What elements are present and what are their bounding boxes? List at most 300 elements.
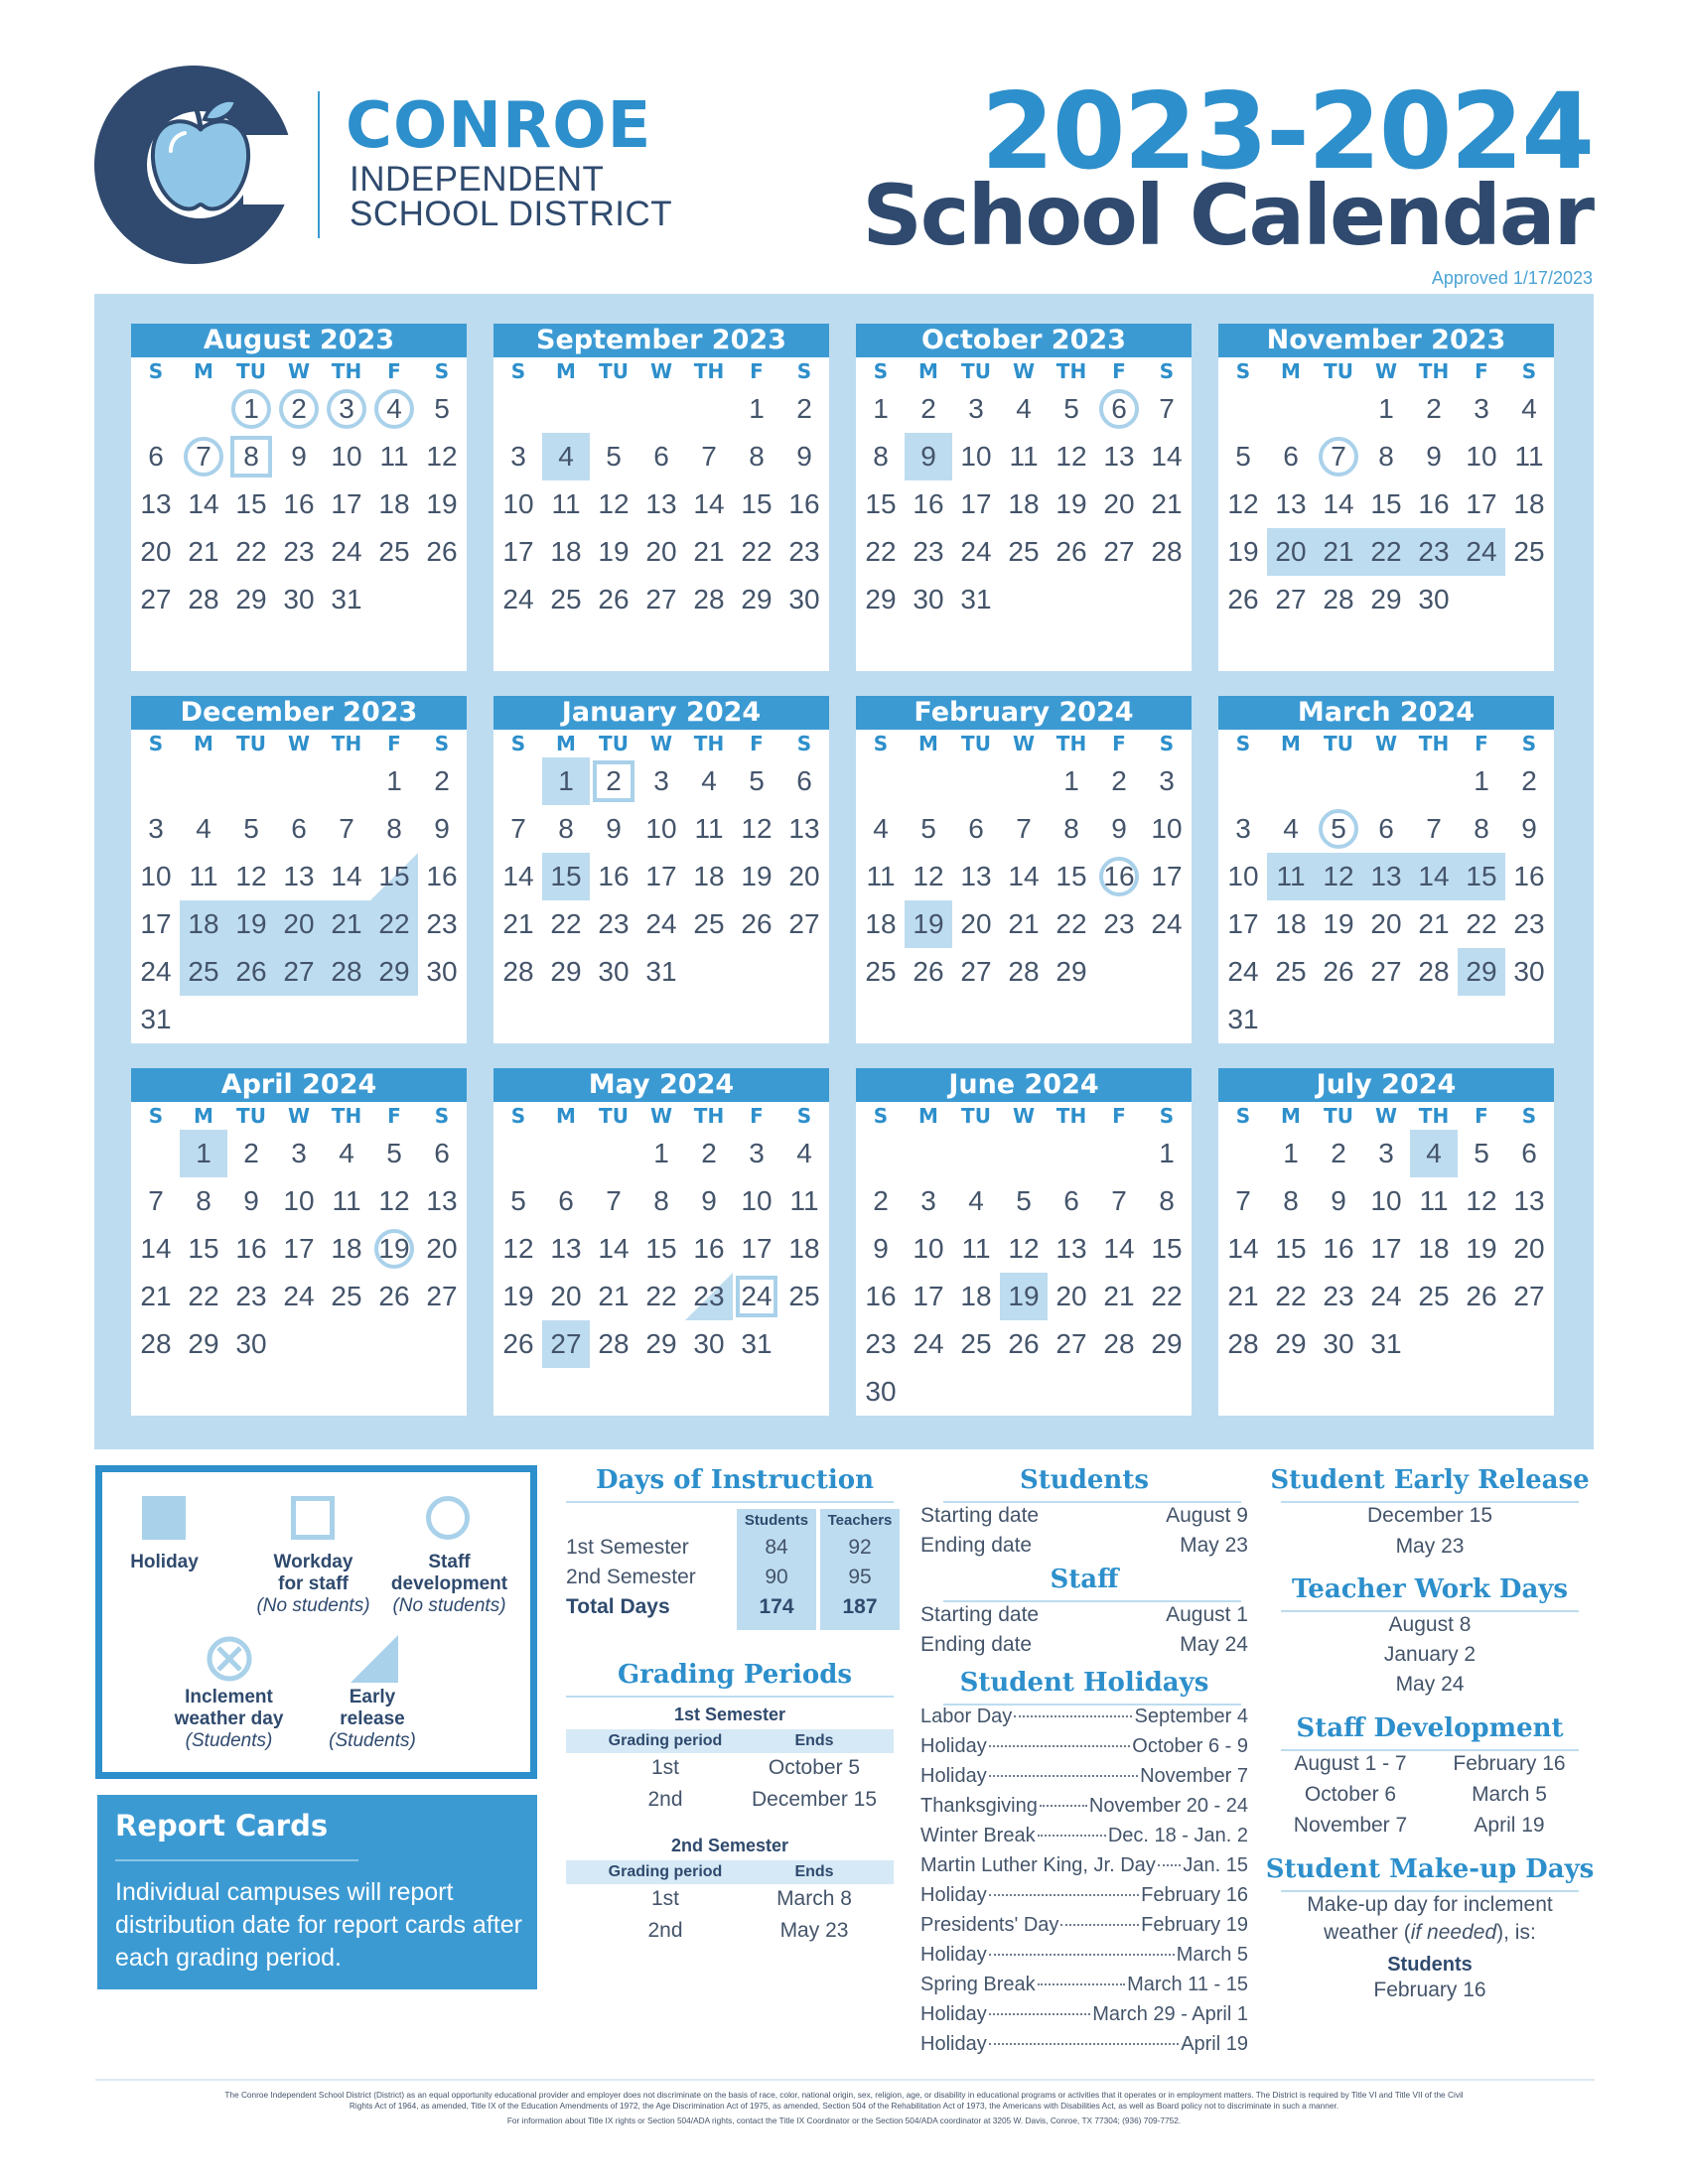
day-cell: 10 [1370,1185,1402,1216]
day-cell: 28 [188,584,219,614]
day-cell: 26 [378,1281,410,1311]
month-10 [493,1068,829,1416]
student-holiday-row [920,1884,1248,1914]
early-release-triangle-icon [351,1635,398,1683]
legend-early-line1: Early [349,1687,396,1707]
weekday-label: S [796,359,812,383]
day-cell: 24 [283,1281,315,1311]
legend-early-note: (Students) [329,1730,416,1751]
grading-period: 1st [650,1756,679,1779]
weekday-label: TH [693,359,725,383]
day-cell: 6 [796,765,812,796]
student-holiday-row [920,1944,1248,1974]
weekday-label: S [434,732,450,755]
day-cell: 7 [701,441,717,472]
day-cell: 9 [434,813,450,844]
weekday-label: W [287,1104,311,1128]
day-cell: 26 [1008,1328,1040,1359]
month-title: July 2024 [1218,1068,1554,1102]
grading-sem2-label: 2nd Semester [670,1836,789,1855]
report-cards-title: Report Cards [115,1809,329,1843]
day-cell: 10 [502,488,534,519]
weekday-label: W [1374,359,1398,383]
weekday-label: TH [693,1104,725,1128]
makeup-line-2 [1266,1920,1594,1946]
day-cell: 30 [426,956,458,987]
weekday-label: M [1281,1104,1301,1128]
weekday-label: M [918,359,938,383]
legend-staffdev-note: (No students) [392,1595,506,1616]
weekday-label: S [148,359,164,383]
staff-end-label: Ending date [920,1633,1033,1656]
day-cell: 7 [339,813,354,844]
day-cell: 19 [741,861,773,891]
day-cell: 29 [1055,956,1087,987]
day-cell: 4 [1521,393,1537,424]
day-cell: 10 [140,861,172,891]
students-end-date: May 23 [1180,1534,1248,1557]
legend-workday-note: (No students) [256,1595,370,1616]
day-cell: 5 [920,813,936,844]
day-cell: 27 [550,1328,582,1359]
day-cell: 13 [645,488,677,519]
day-cell: 1 [196,1138,211,1168]
day-cell: 15 [550,861,582,891]
day-cell: 24 [331,536,362,567]
day-cell: 31 [645,956,677,987]
footer-rule [95,2079,1595,2081]
day-cell: 5 [1474,1138,1489,1168]
day-cell: 10 [1227,861,1259,891]
day-cell: 21 [1103,1281,1135,1311]
day-cell: 2 [1111,765,1127,796]
staff-start-label: Starting date [920,1603,1040,1626]
weekday-label: F [1475,359,1488,383]
day-cell: 16 [1418,488,1450,519]
weekday-label: W [649,1104,673,1128]
day-cell: 2 [701,1138,717,1168]
instruction-teachers-value: 92 [848,1536,872,1559]
report-cards-box [97,1795,537,1989]
weekday-label: F [1475,1104,1488,1128]
day-cell: 7 [1426,813,1442,844]
day-cell: 6 [1063,1185,1079,1216]
day-cell: 7 [1159,393,1175,424]
weekday-label: S [434,359,450,383]
day-cell: 13 [283,861,315,891]
day-cell: 17 [1151,861,1183,891]
district-subtitle-1: INDEPENDENT [350,160,605,199]
day-cell: 12 [235,861,267,891]
day-cell: 23 [1513,908,1545,939]
day-cell: 20 [550,1281,582,1311]
day-cell: 5 [386,1138,402,1168]
day-cell: 3 [510,441,526,472]
day-cell: 8 [196,1185,211,1216]
day-cell: 26 [1466,1281,1497,1311]
legend-inclement-label [162,1687,296,1752]
student-holiday-row [920,1765,1248,1795]
day-cell: 14 [1227,1233,1259,1264]
day-cell: 7 [1331,441,1346,472]
grading-period: 2nd [647,1919,683,1942]
legend-inclement-note: (Students) [185,1730,273,1751]
weekday-label: F [750,1104,764,1128]
day-cell: 25 [550,584,582,614]
day-cell: 24 [1227,956,1259,987]
grading-sem2-col-period: Grading period [608,1863,723,1880]
day-cell: 9 [606,813,622,844]
dot-leader [989,1745,1131,1747]
weekday-label: S [1159,1104,1175,1128]
day-cell: 23 [235,1281,267,1311]
day-cell: 22 [1370,536,1402,567]
weekday-label: M [556,359,576,383]
report-cards-body: Individual campuses will report distribution date for report cards after each grading period. [115,1878,522,1972]
day-cell: 16 [1103,861,1135,891]
staff-dev-right-2: March 5 [1472,1783,1547,1806]
day-cell: 15 [378,861,410,891]
day-cell: 10 [331,441,362,472]
day-cell: 27 [426,1281,458,1311]
students-start-label: Starting date [920,1504,1040,1527]
instruction-row-label: 2nd Semester [566,1566,696,1588]
day-cell: 14 [140,1233,172,1264]
day-cell: 18 [188,908,219,939]
month-title: June 2024 [856,1068,1192,1102]
student-holiday-row [920,1974,1248,2003]
day-cell: 3 [1474,393,1489,424]
weekday-label: S [796,732,812,755]
day-cell: 7 [148,1185,164,1216]
day-cell: 30 [913,584,944,614]
day-cell: 29 [188,1328,219,1359]
month-title: December 2023 [131,696,467,730]
legend-early-label [313,1687,432,1752]
day-cell: 4 [701,765,717,796]
day-cell: 14 [331,861,362,891]
day-cell: 2 [243,1138,259,1168]
day-cell: 10 [1466,441,1497,472]
month-title: August 2023 [131,324,467,357]
day-cell: 2 [1331,1138,1346,1168]
day-cell: 31 [1370,1328,1402,1359]
weekday-label: W [1012,732,1036,755]
day-cell: 24 [645,908,677,939]
day-cell: 6 [653,441,669,472]
holiday-date: November 7 [1140,1765,1248,1787]
grading-title-rule [566,1696,894,1698]
day-cell: 21 [140,1281,172,1311]
day-cell: 30 [1513,956,1545,987]
weekday-label: F [1112,732,1126,755]
day-cell: 27 [1055,1328,1087,1359]
weekday-label: S [1235,732,1251,755]
day-cell: 29 [1151,1328,1183,1359]
day-cell: 24 [1151,908,1183,939]
footer-line-2: Rights Act of 1964, as amended, Title IX of the Education Amendments of 1972, the Age Discrimination Act of 1975, as amended, Section 504 of the Rehabilitation Act of 1973, the Americans with Disabilities Act, as well as Board policy not to discriminate in such a manner. [349,2101,1339,2111]
day-cell: 2 [291,393,307,424]
day-cell: 17 [741,1233,773,1264]
day-cell: 14 [188,488,219,519]
day-cell: 31 [960,584,992,614]
day-cell: 3 [920,1185,936,1216]
day-cell: 24 [140,956,172,987]
holiday-date: November 20 - 24 [1088,1795,1248,1817]
weekday-label: S [1159,732,1175,755]
staff-dev-left-2: October 6 [1304,1783,1397,1806]
holiday-name: Holiday [920,2033,987,2055]
day-cell: 3 [968,393,984,424]
day-cell: 14 [1008,861,1040,891]
day-cell: 8 [873,441,889,472]
day-cell: 18 [1008,488,1040,519]
month-12 [1218,1068,1554,1416]
day-cell: 18 [960,1281,992,1311]
day-cell: 1 [1063,765,1079,796]
weekday-label: S [1521,359,1537,383]
day-cell: 16 [913,488,944,519]
day-cell: 27 [1275,584,1307,614]
day-cell: 17 [1227,908,1259,939]
holiday-name: Holiday [920,1884,987,1906]
weekday-label: F [1475,732,1488,755]
day-cell: 5 [1063,393,1079,424]
day-cell: 27 [1103,536,1135,567]
day-cell: 23 [1323,1281,1354,1311]
day-cell: 4 [796,1138,812,1168]
day-cell: 22 [378,908,410,939]
day-cell: 6 [148,441,164,472]
day-cell: 25 [378,536,410,567]
day-cell: 30 [283,584,315,614]
legend-inclement-line1: Inclement [185,1687,273,1707]
day-cell: 2 [434,765,450,796]
day-cell: 9 [1521,813,1537,844]
day-cell: 21 [331,908,362,939]
instruction-students-value: 174 [759,1595,794,1618]
staff-dev-right-3: April 19 [1474,1814,1545,1837]
footer-line-3: For information about Title IX rights or Section 504/ADA rights, contact the Title IX Coordinator or the Section 504/ADA coordinator at 3205 W. Davis, Conroe, TX 77304; (936) 709-7752. [506,2116,1182,2125]
holiday-date: October 6 - 9 [1132,1735,1248,1757]
month-9 [131,1068,467,1416]
day-cell: 4 [1016,393,1032,424]
day-cell: 4 [1426,1138,1442,1168]
day-cell: 29 [1275,1328,1307,1359]
weekday-label: F [1112,1104,1126,1128]
day-cell: 23 [913,536,944,567]
staff-development-title: Staff Development [1296,1713,1564,1743]
day-cell: 10 [645,813,677,844]
holiday-date: September 4 [1134,1706,1248,1727]
day-cell: 28 [1227,1328,1259,1359]
weekday-label: S [510,359,526,383]
staff-start-date: August 1 [1166,1603,1248,1626]
early-release-date-2: May 23 [1395,1535,1465,1558]
weekday-label: TU [599,359,629,383]
weekday-label: W [649,732,673,755]
holiday-name: Holiday [920,1765,987,1787]
day-cell: 19 [913,908,944,939]
legend-holiday-label: Holiday [130,1552,199,1572]
instruction-teachers-value: 187 [842,1595,878,1618]
weekday-label: TH [1055,359,1087,383]
day-cell: 27 [1370,956,1402,987]
weekday-label: F [750,732,764,755]
day-cell: 7 [1016,813,1032,844]
makeup-date: February 16 [1373,1979,1486,2001]
day-cell: 12 [1008,1233,1040,1264]
day-cell: 27 [140,584,172,614]
day-cell: 12 [378,1185,410,1216]
footer-line-1: The Conroe Independent School District (District) as an equal opportunity educational provider and employer does not discriminate on the basis of race, color, national origin, sex, religion, age, or disability in educational programs or activities that it operates or in employment matters. The District is required by Title VI and Title VII of the Civil [224,2090,1464,2100]
day-cell: 18 [550,536,582,567]
weekday-label: W [1012,359,1036,383]
instruction-title-rule [566,1501,894,1503]
day-cell: 9 [701,1185,717,1216]
holiday-name: Winter Break [920,1825,1036,1846]
makeup-days-title: Student Make-up Days [1265,1854,1595,1884]
dot-leader [1038,1835,1106,1837]
day-cell: 18 [1513,488,1545,519]
day-cell: 2 [1426,393,1442,424]
day-cell: 29 [378,956,410,987]
day-cell: 20 [1055,1281,1087,1311]
weekday-label: S [148,1104,164,1128]
day-cell: 21 [188,536,219,567]
day-cell: 5 [1235,441,1251,472]
day-cell: 20 [1513,1233,1545,1264]
inclement-weather-icon [206,1635,253,1683]
day-cell: 18 [331,1233,362,1264]
day-cell: 3 [1159,765,1175,796]
day-cell: 4 [386,393,402,424]
instruction-students-value: 84 [765,1536,788,1559]
weekday-label: F [750,359,764,383]
student-holidays-title: Student Holidays [959,1668,1209,1698]
day-cell: 27 [960,956,992,987]
day-cell: 30 [788,584,820,614]
holiday-date: February 19 [1141,1914,1248,1936]
day-cell: 10 [960,441,992,472]
day-cell: 10 [283,1185,315,1216]
day-cell: 11 [866,861,896,891]
day-cell: 27 [788,908,820,939]
month-title: May 2024 [493,1068,829,1102]
day-cell: 7 [1235,1185,1251,1216]
weekday-label: TH [331,359,362,383]
day-cell: 2 [1521,765,1537,796]
day-cell: 28 [598,1328,630,1359]
weekday-label: M [918,1104,938,1128]
dot-leader [989,1775,1138,1777]
day-cell: 31 [741,1328,773,1359]
day-cell: 6 [291,813,307,844]
early-release-title: Student Early Release [1270,1465,1590,1495]
day-cell: 4 [968,1185,984,1216]
day-cell: 11 [789,1185,819,1216]
day-cell: 18 [1418,1233,1450,1264]
weekday-label: TU [599,1104,629,1128]
day-cell: 11 [1514,441,1544,472]
grading-ends: October 5 [768,1756,861,1779]
day-cell: 16 [426,861,458,891]
day-cell: 15 [1370,488,1402,519]
day-cell: 26 [598,584,630,614]
legend-early-line2: release [340,1708,405,1729]
instruction-teachers-value: 95 [848,1566,872,1588]
grading-sem1-col-ends: Ends [794,1732,834,1749]
day-cell: 11 [1276,861,1306,891]
day-cell: 11 [379,441,409,472]
day-cell: 17 [1466,488,1497,519]
holiday-name: Holiday [920,1944,987,1966]
day-cell: 12 [1323,861,1354,891]
instruction-students-value: 90 [765,1566,788,1588]
staff-end-date: May 24 [1180,1633,1248,1656]
day-cell: 15 [1151,1233,1183,1264]
day-cell: 5 [1016,1185,1032,1216]
legend-staffdev-line1: Staff [428,1552,471,1572]
legend-workday-label [251,1552,375,1617]
day-cell: 1 [1283,1138,1299,1168]
day-cell: 19 [1227,536,1259,567]
day-cell: 8 [1378,441,1394,472]
holiday-name: Holiday [920,2003,987,2025]
day-cell: 23 [1103,908,1135,939]
day-cell: 10 [913,1233,944,1264]
day-cell: 21 [1227,1281,1259,1311]
month-title: April 2024 [131,1068,467,1102]
grading-sem1-label: 1st Semester [673,1705,786,1724]
calendar-year-title: 2023-2024 [980,70,1593,193]
weekday-label: TU [236,732,266,755]
weekday-label: W [1012,1104,1036,1128]
day-cell: 24 [741,1281,773,1311]
month-4 [1218,324,1554,671]
grading-period: 2nd [647,1788,683,1811]
day-cell: 28 [693,584,725,614]
day-cell: 11 [189,861,218,891]
grading-sem1-col-period: Grading period [608,1732,723,1749]
day-cell: 20 [788,861,820,891]
day-cell: 9 [796,441,812,472]
staff-dev-right-1: February 16 [1453,1752,1566,1775]
weekday-label: S [1235,1104,1251,1128]
day-cell: 12 [741,813,773,844]
day-cell: 4 [873,813,889,844]
grading-ends: March 8 [776,1887,852,1910]
day-cell: 18 [788,1233,820,1264]
day-cell: 14 [1103,1233,1135,1264]
weekday-label: TU [1324,732,1353,755]
legend-workday-line2: for staff [278,1573,349,1594]
day-cell: 20 [645,536,677,567]
day-cell: 29 [235,584,267,614]
dot-leader [1014,1715,1132,1717]
weekday-label: TH [331,732,362,755]
day-cell: 12 [426,441,458,472]
day-cell: 16 [1513,861,1545,891]
staff-dev-left-1: August 1 - 7 [1294,1752,1407,1775]
dot-leader [989,2043,1179,2045]
legend-staffdev-line2: development [390,1573,508,1594]
dot-leader [989,2013,1091,2015]
day-cell: 22 [550,908,582,939]
day-cell: 28 [1151,536,1183,567]
day-cell: 25 [1513,536,1545,567]
day-cell: 24 [1370,1281,1402,1311]
